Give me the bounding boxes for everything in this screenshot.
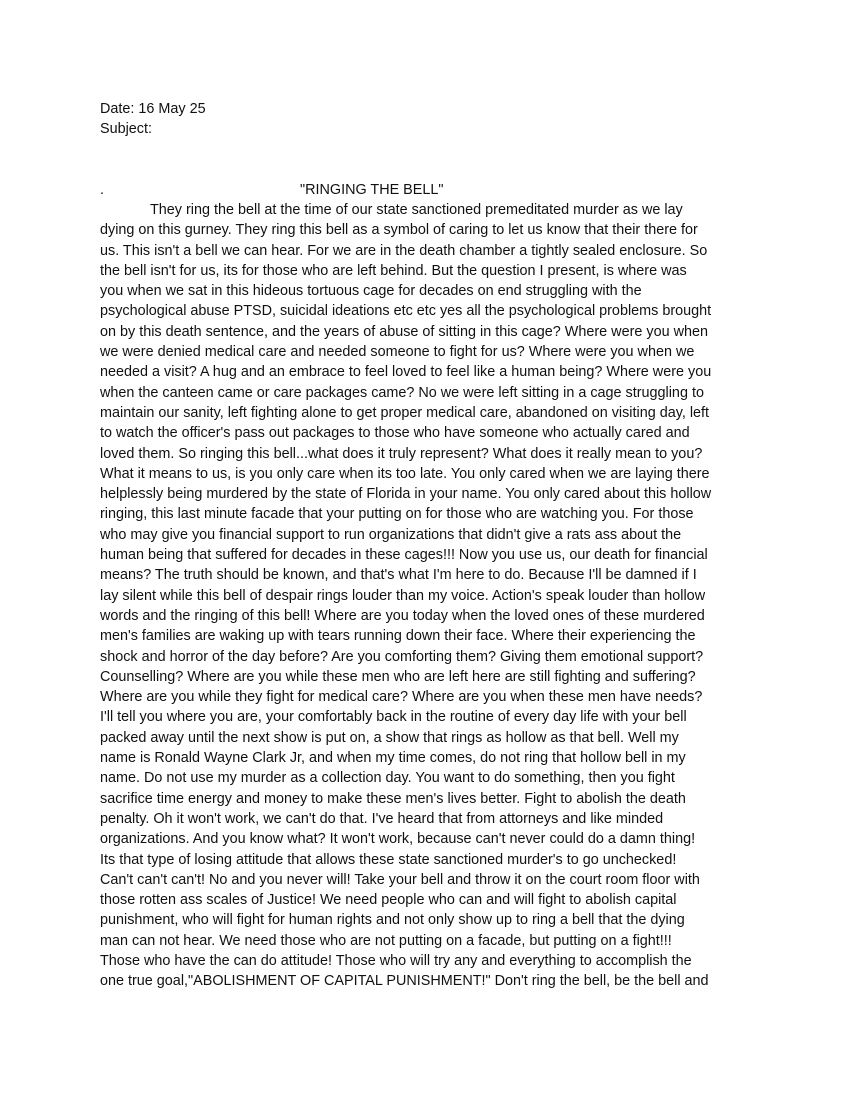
body-line: man can not hear. We need those who are not putting on a facade, but putting on a fight!!! (100, 932, 672, 949)
body-line: men's families are waking up with tears running down their face. Where their experiencing the (100, 628, 696, 645)
body-line: ringing, this last minute facade that your putting on for those who are watching you. For those (100, 506, 694, 523)
body-line: organizations. And you know what? It won't work, because can't never could do a damn thing! (100, 831, 696, 848)
body-line: maintain our sanity, left fighting alone to get proper medical care, abandoned on visiting day, left (100, 404, 710, 421)
body-line: the bell isn't for us, its for those who are left behind. But the question I present, is where was (100, 262, 687, 279)
body-line: words and the ringing of this bell! Where are you today when the loved ones of these murdered (100, 607, 705, 624)
subject-line: Subject: (100, 121, 152, 138)
letter-header (100, 99, 206, 140)
body-line: lay silent while this bell of despair rings louder than my voice. Action's speak louder than hollow (100, 587, 706, 604)
body-line: Where are you while they fight for medical care? Where are you when these men have needs? (100, 689, 703, 706)
body-line: What it means to us, is you only care when its too late. You only cared when we are laying there (100, 465, 710, 482)
body-line: means? The truth should be known, and that's what I'm here to do. Because I'll be damned if I (100, 567, 697, 584)
body-line: we were denied medical care and needed someone to fight for us? Where were you when we (100, 344, 695, 361)
body-line: needed a visit? A hug and an embrace to feel loved to feel like a human being? Where were you (100, 364, 712, 381)
title-row (100, 180, 750, 200)
body-line: loved them. So ringing this bell...what does it truly represent? What does it really mean to you? (100, 445, 703, 462)
body-line: to watch the officer's pass out packages to those who have someone who actually cared and (100, 425, 690, 442)
leading-marker: . (100, 182, 104, 198)
body-line: you when we sat in this hideous tortuous cage for decades on end struggling with the (100, 283, 642, 300)
body-line: name. Do not use my murder as a collection day. You want to do something, then you fight (100, 770, 675, 787)
body-line: penalty. Oh it won't work, we can't do that. I've heard that from attorneys and like minded (100, 810, 664, 827)
body-line: sacrifice time energy and money to make these men's lives better. Fight to abolish the death (100, 790, 686, 807)
body-line: punishment, who will fight for human rights and not only show up to ring a bell that the dying (100, 912, 685, 929)
body-line: They ring the bell at the time of our state sanctioned premeditated murder as we lay (150, 202, 683, 218)
body-line: Counselling? Where are you while these men who are left here are still fighting and suffering? (100, 668, 696, 685)
body-line: those rotten ass scales of Justice! We need people who can and will fight to abolish capital (100, 892, 677, 909)
body-line: one true goal,"ABOLISHMENT OF CAPITAL PUNISHMENT!" Don't ring the bell, be the bell and (100, 973, 709, 990)
body-line: I'll tell you where you are, your comfortably back in the routine of every day life with your bell (100, 709, 687, 726)
body-line: shock and horror of the day before? Are you comforting them? Giving them emotional support? (100, 648, 704, 665)
body-line: name is Ronald Wayne Clark Jr, and when my time comes, do not ring that hollow bell in my (100, 750, 686, 767)
body-line: helplessly being murdered by the state of Florida in your name. You only cared about this hollow (100, 486, 712, 503)
body-line: on by this death sentence, and the years of abuse of sitting in this cage? Where were you when (100, 323, 708, 340)
body-line: who may give you financial support to run organizations that didn't give a rats ass about the (100, 526, 682, 543)
body-line: packed away until the next show is put on, a show that rings as hollow as that bell. Well my (100, 729, 679, 746)
body-line: psychological abuse PTSD, suicidal ideations etc etc yes all the psychological problems brought (100, 303, 712, 320)
date-line: Date: 16 May 25 (100, 101, 206, 117)
body-line: us. This isn't a bell we can hear. For we are in the death chamber a tightly sealed enclosure. So (100, 242, 708, 259)
body-line: when the canteen came or care packages came? No we were left sitting in a cage struggling to (100, 384, 704, 401)
document-title: "RINGING THE BELL" (300, 182, 444, 198)
body-text (100, 200, 750, 992)
body-line: dying on this gurney. They ring this bell as a symbol of caring to let us know that their there for (100, 222, 698, 239)
body-line: Those who have the can do attitude! Those who will try any and everything to accomplish the (100, 952, 692, 969)
body-line: Can't can't can't! No and you never will! Take your bell and throw it on the court room floor with (100, 871, 700, 888)
body-line: Its that type of losing attitude that allows these state sanctioned murder's to go unchecked! (100, 851, 677, 868)
body-line: human being that suffered for decades in these cages!!! Now you use us, our death for financial (100, 547, 708, 564)
